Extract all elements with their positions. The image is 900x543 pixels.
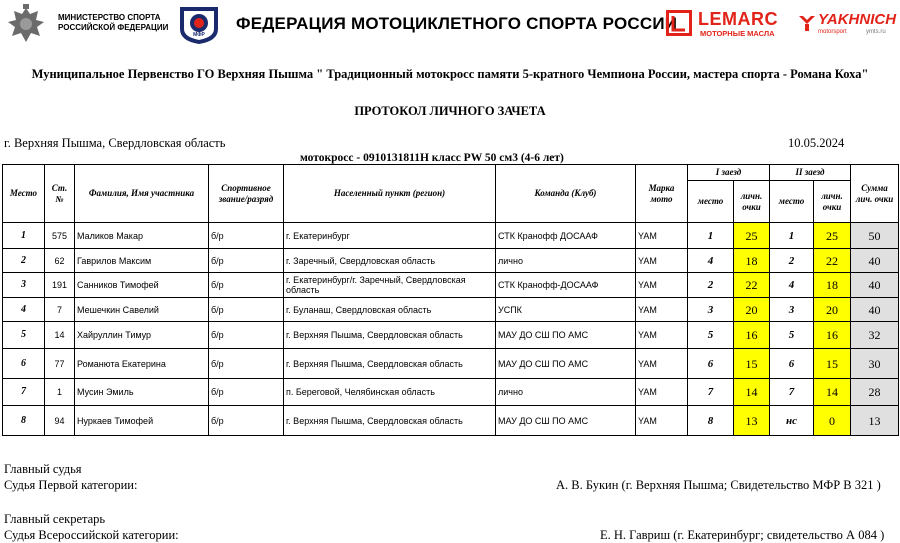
row-race2-place: 6 (770, 349, 814, 379)
row-rank: б/р (209, 406, 284, 436)
lemarc-logo-icon (666, 10, 692, 36)
row-race1-place: 6 (688, 349, 734, 379)
row-place: 4 (3, 298, 45, 322)
row-city: г. Екатеринбург (284, 223, 496, 249)
event-city: г. Верхняя Пышма, Свердловская область (4, 136, 226, 150)
row-start-number: 575 (45, 223, 75, 249)
row-name: Мусин Эмиль (75, 379, 209, 406)
row-rank: б/р (209, 379, 284, 406)
row-moto: YAM (636, 322, 688, 349)
row-race2-place: 5 (770, 322, 814, 349)
row-race1-points: 13 (734, 406, 770, 436)
lemarc-brand: LEMARC (698, 9, 778, 29)
row-team: лично (496, 379, 636, 406)
row-place: 3 (3, 273, 45, 298)
header-race2-place: место (770, 181, 814, 223)
table-row (3, 249, 899, 273)
row-race1-place: 2 (688, 273, 734, 298)
row-name: Нуркаев Тимофей (75, 406, 209, 436)
row-race2-points: 0 (814, 406, 851, 436)
row-place: 1 (3, 223, 45, 249)
row-race1-place: 7 (688, 379, 734, 406)
header-race1: I заезд (688, 165, 770, 181)
row-moto: YAM (636, 349, 688, 379)
header-place: Место (3, 165, 45, 223)
header-race1-points: личн. очки (734, 181, 770, 223)
chief-judge-category: Судья Первой категории: (4, 478, 138, 492)
russian-emblem-icon (4, 2, 48, 46)
federation-name: ФЕДЕРАЦИЯ МОТОЦИКЛЕТНОГО СПОРТА РОССИИ (236, 14, 678, 33)
row-race2-place: 3 (770, 298, 814, 322)
row-team: МАУ ДО СШ ПО АМС (496, 322, 636, 349)
row-name: Романюта Екатерина (75, 349, 209, 379)
ministry-name (58, 13, 168, 33)
row-rank: б/р (209, 298, 284, 322)
row-moto: YAM (636, 223, 688, 249)
row-race2-place: 7 (770, 379, 814, 406)
row-rank: б/р (209, 273, 284, 298)
row-name: Маликов Макар (75, 223, 209, 249)
table-row (3, 322, 899, 349)
row-start-number: 191 (45, 273, 75, 298)
ministry-line-1: МИНИСТЕРСТВО СПОРТА (58, 13, 161, 22)
row-start-number: 14 (45, 322, 75, 349)
row-race1-points: 16 (734, 322, 770, 349)
row-city: п. Береговой, Челябинская область (284, 379, 496, 406)
mfr-logo-text: МФР (193, 32, 205, 38)
table-row (3, 406, 899, 436)
row-rank: б/р (209, 322, 284, 349)
row-place: 2 (3, 249, 45, 273)
header-start-number: Ст. № (45, 165, 75, 223)
row-race1-points: 25 (734, 223, 770, 249)
chief-judge-name: А. В. Букин (г. Верхняя Пышма; Свидетельство МФР В 321 ) (556, 478, 881, 492)
row-rank: б/р (209, 223, 284, 249)
row-race1-place: 4 (688, 249, 734, 273)
row-city: г. Верхняя Пышма, Свердловская область (284, 406, 496, 436)
row-race2-place: 2 (770, 249, 814, 273)
row-city: г. Буланаш, Свердловская область (284, 298, 496, 322)
header-moto: Марка мото (636, 165, 688, 223)
row-race2-points: 16 (814, 322, 851, 349)
row-total: 40 (851, 273, 899, 298)
row-total: 40 (851, 249, 899, 273)
row-place: 5 (3, 322, 45, 349)
row-name: Санников Тимофей (75, 273, 209, 298)
row-team: лично (496, 249, 636, 273)
row-start-number: 77 (45, 349, 75, 379)
header-team: Команда (Клуб) (496, 165, 636, 223)
row-city: г. Заречный, Свердловская область (284, 249, 496, 273)
row-moto: YAM (636, 406, 688, 436)
row-moto: YAM (636, 249, 688, 273)
row-moto: YAM (636, 273, 688, 298)
row-race2-points: 20 (814, 298, 851, 322)
row-race1-points: 20 (734, 298, 770, 322)
yakhnich-brand: YAKHNICH (818, 11, 897, 28)
row-race2-points: 25 (814, 223, 851, 249)
header-total: Сумма лич. очки (851, 165, 899, 223)
row-team: УСПК (496, 298, 636, 322)
table-row (3, 273, 899, 298)
table-row (3, 379, 899, 406)
row-rank: б/р (209, 249, 284, 273)
yakhnich-site: ymts.ru (866, 29, 886, 35)
header-race1-place: место (688, 181, 734, 223)
row-total: 28 (851, 379, 899, 406)
row-place: 7 (3, 379, 45, 406)
row-race1-points: 22 (734, 273, 770, 298)
row-race2-place: 1 (770, 223, 814, 249)
class-line: мотокросс - 0910131811Н класс PW 50 см3 (4-6 лет) (300, 152, 564, 164)
header-race2-points: личн. очки (814, 181, 851, 223)
row-race2-points: 22 (814, 249, 851, 273)
row-place: 8 (3, 406, 45, 436)
secretary-title: Главный секретарь (4, 512, 106, 526)
row-name: Хайруллин Тимур (75, 322, 209, 349)
row-race2-place: 4 (770, 273, 814, 298)
row-race1-place: 3 (688, 298, 734, 322)
ministry-line-2: РОССИЙСКОЙ ФЕДЕРАЦИИ (58, 23, 169, 32)
row-team: СТК Кранофф-ДОСААФ (496, 273, 636, 298)
row-total: 32 (851, 322, 899, 349)
yakhnich-logo-icon (797, 14, 817, 32)
row-name: Гаврилов Максим (75, 249, 209, 273)
header-rank: Спортивное звание/разряд (209, 165, 284, 223)
protocol-title: ПРОТОКОЛ ЛИЧНОГО ЗАЧЕТА (354, 104, 546, 118)
row-race1-points: 15 (734, 349, 770, 379)
row-city: г. Екатеринбург/г. Заречный, Свердловская область (284, 273, 496, 298)
results-table (2, 164, 899, 436)
row-total: 13 (851, 406, 899, 436)
row-team: МАУ ДО СШ ПО АМС (496, 349, 636, 379)
row-start-number: 1 (45, 379, 75, 406)
row-total: 30 (851, 349, 899, 379)
row-race2-points: 15 (814, 349, 851, 379)
row-place: 6 (3, 349, 45, 379)
header-name: Фамилия, Имя участника (75, 165, 209, 223)
row-moto: YAM (636, 298, 688, 322)
row-rank: б/р (209, 349, 284, 379)
row-name: Мешечкин Савелий (75, 298, 209, 322)
header-city: Населенный пункт (регион) (284, 165, 496, 223)
row-race1-points: 18 (734, 249, 770, 273)
lemarc-subtitle: МОТОРНЫЕ МАСЛА (700, 29, 775, 38)
row-start-number: 62 (45, 249, 75, 273)
row-start-number: 7 (45, 298, 75, 322)
event-date: 10.05.2024 (788, 136, 845, 150)
chief-judge-title: Главный судья (4, 462, 82, 476)
row-team: МАУ ДО СШ ПО АМС (496, 406, 636, 436)
row-total: 40 (851, 298, 899, 322)
table-row (3, 298, 899, 322)
row-total: 50 (851, 223, 899, 249)
row-city: г. Верхняя Пышма, Свердловская область (284, 349, 496, 379)
row-race1-place: 8 (688, 406, 734, 436)
row-race2-points: 18 (814, 273, 851, 298)
row-team: СТК Кранофф ДОСААФ (496, 223, 636, 249)
header-banner (0, 0, 900, 48)
row-city: г. Верхняя Пышма, Свердловская область (284, 322, 496, 349)
event-title: Муниципальное Первенство ГО Верхняя Пышма " Традиционный мотокросс памяти 5-кратного Чемпиона России, мастера спорта - Романа Коха" (31, 67, 869, 81)
row-race2-points: 14 (814, 379, 851, 406)
secretary-name: Е. Н. Гавриш (г. Екатеринбург; свидетельство А 084 ) (600, 528, 885, 542)
table-row (3, 223, 899, 249)
secretary-category: Судья Всероссийской категории: (4, 528, 179, 542)
table-row (3, 349, 899, 379)
row-moto: YAM (636, 379, 688, 406)
row-start-number: 94 (45, 406, 75, 436)
yakhnich-subtitle: motorsport (818, 29, 847, 35)
header-race2: II заезд (770, 165, 851, 181)
row-race2-place: нс (770, 406, 814, 436)
row-race1-place: 1 (688, 223, 734, 249)
mfr-logo-icon (176, 3, 222, 45)
row-race1-points: 14 (734, 379, 770, 406)
row-race1-place: 5 (688, 322, 734, 349)
